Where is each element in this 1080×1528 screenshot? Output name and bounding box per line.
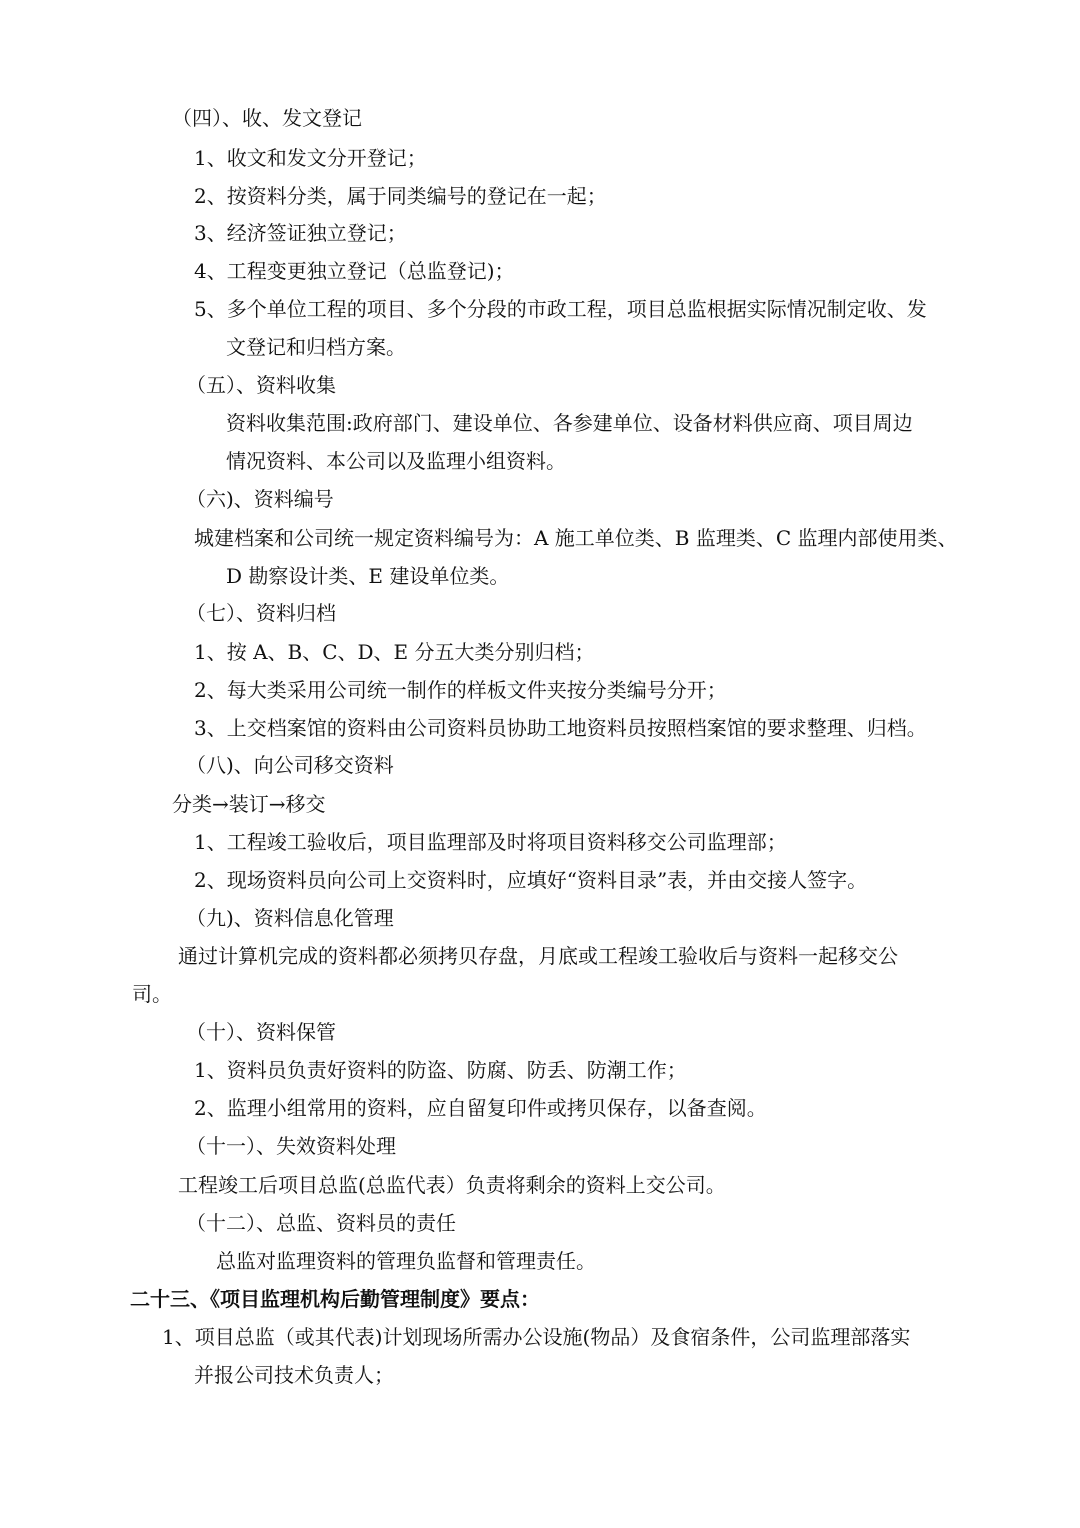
list-item: 4、工程变更独立登记（总监登记)； bbox=[194, 259, 515, 283]
list-item-continuation: 文登记和归档方案。 bbox=[226, 335, 406, 359]
paragraph-continuation: D 勘察设计类、E 建设单位类。 bbox=[226, 564, 510, 588]
section-heading-7: （七）、资料归档 bbox=[186, 601, 336, 625]
paragraph: 总监对监理资料的管理负监督和管理责任。 bbox=[216, 1249, 596, 1273]
paragraph: 通过计算机完成的资料都必须拷贝存盘，月底或工程竣工验收后与资料一起移交公 bbox=[178, 944, 898, 968]
section-heading-10: （十）、资料保管 bbox=[186, 1020, 336, 1044]
section-heading-8: （八)、向公司移交资料 bbox=[186, 753, 394, 777]
section-heading-12: （十二）、总监、资料员的责任 bbox=[186, 1211, 456, 1235]
section-heading-11: （十一）、失效资料处理 bbox=[186, 1134, 396, 1158]
paragraph: 资料收集范围:政府部门、建设单位、各参建单位、设备材料供应商、项目周边 bbox=[226, 411, 913, 435]
section-heading-4: （四）、收、发文登记 bbox=[172, 106, 362, 130]
list-item-continuation: 并报公司技术负责人； bbox=[194, 1363, 394, 1387]
paragraph-continuation: 情况资料、本公司以及监理小组资料。 bbox=[226, 449, 566, 473]
list-item: 1、按 A、B、C、D、E 分五大类分别归档； bbox=[194, 640, 595, 664]
list-item: 5、多个单位工程的项目、多个分段的市政工程，项目总监根据实际情况制定收、发 bbox=[194, 297, 927, 321]
paragraph: 城建档案和公司统一规定资料编号为：A 施工单位类、B 监理类、C 监理内部使用类、 bbox=[194, 526, 958, 550]
paragraph: 工程竣工后项目总监(总监代表）负责将剩余的资料上交公司。 bbox=[178, 1173, 726, 1197]
chapter-heading-23: 二十三、《项目监理机构后勤管理制度》要点： bbox=[130, 1287, 540, 1311]
list-item: 1、工程竣工验收后，项目监理部及时将项目资料移交公司监理部； bbox=[194, 830, 787, 854]
process-flow: 分类→装订→移交 bbox=[172, 792, 326, 816]
list-item: 2、现场资料员向公司上交资料时，应填好“资料目录”表，并由交接人签字。 bbox=[194, 868, 868, 892]
section-heading-9: （九)、资料信息化管理 bbox=[186, 906, 394, 930]
list-item: 1、项目总监（或其代表)计划现场所需办公设施(物品）及食宿条件，公司监理部落实 bbox=[162, 1325, 911, 1349]
list-item: 2、每大类采用公司统一制作的样板文件夹按分类编号分开； bbox=[194, 678, 727, 702]
list-item: 2、监理小组常用的资料，应自留复印件或拷贝保存，以备查阅。 bbox=[194, 1096, 767, 1120]
list-item: 3、上交档案馆的资料由公司资料员协助工地资料员按照档案馆的要求整理、归档。 bbox=[194, 716, 927, 740]
section-heading-6: （六)、资料编号 bbox=[186, 487, 334, 511]
list-item: 1、收文和发文分开登记； bbox=[194, 146, 427, 170]
paragraph-continuation: 司。 bbox=[132, 982, 172, 1006]
list-item: 1、资料员负责好资料的防盗、防腐、防丢、防潮工作； bbox=[194, 1058, 687, 1082]
section-heading-5: （五）、资料收集 bbox=[186, 373, 336, 397]
list-item: 2、按资料分类，属于同类编号的登记在一起； bbox=[194, 184, 607, 208]
list-item: 3、经济签证独立登记； bbox=[194, 221, 407, 245]
